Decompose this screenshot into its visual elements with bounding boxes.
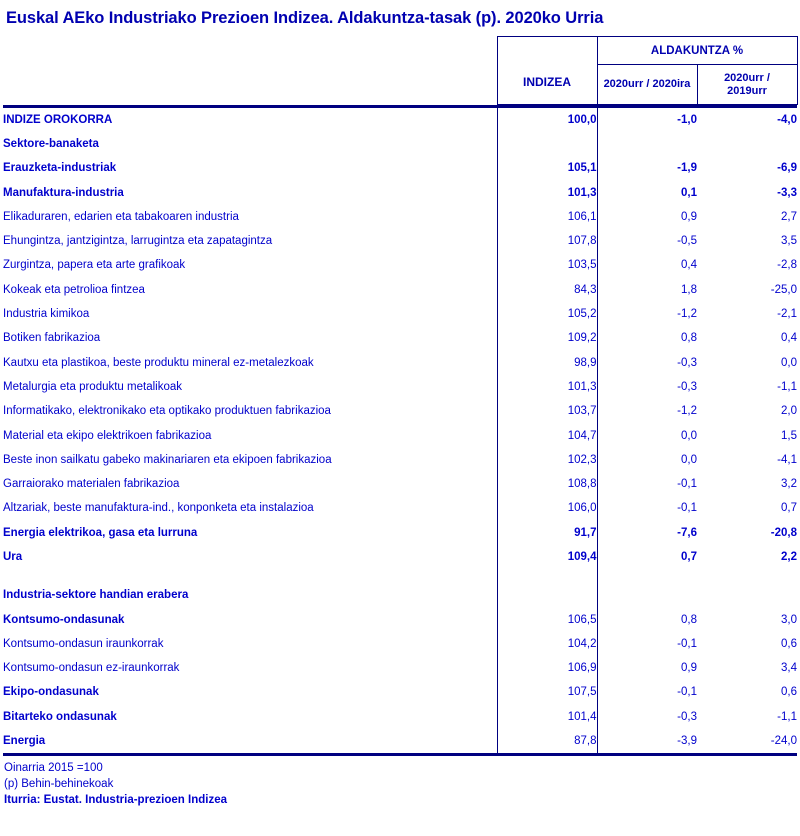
row-var1-value: 0,0	[681, 429, 697, 442]
row-label: Sektore-banaketa	[3, 137, 99, 150]
table-row	[3, 632, 797, 656]
row-var2-value	[697, 583, 797, 607]
row-label: Energia	[3, 735, 46, 748]
row-index-value	[497, 583, 597, 607]
row-var1-value: -0,3	[677, 710, 697, 723]
row-var2-value: -6,9	[777, 162, 797, 175]
row-index-value: 101,3	[497, 180, 597, 204]
row-var1-value: 0,9	[681, 210, 697, 223]
row-label: Kokeak eta petrolioa fintzea	[3, 283, 145, 296]
row-label: Manufaktura-industria	[3, 186, 124, 199]
table-row	[3, 278, 797, 302]
table-row	[3, 350, 797, 374]
row-var2-value: -2,8	[777, 259, 797, 272]
table-row	[3, 521, 797, 545]
table-row	[3, 607, 797, 631]
row-var1-value: -3,9	[677, 735, 697, 748]
row-var2-value: 0,6	[781, 637, 797, 650]
row-index-value: 106,5	[497, 607, 597, 631]
row-label: Ekipo-ondasunak	[3, 686, 99, 699]
table-row	[3, 399, 797, 423]
row-label: Altzariak, beste manufaktura-ind., konponketa eta instalazioa	[3, 502, 314, 515]
row-index-value: 106,9	[497, 656, 597, 680]
row-var1-value	[597, 569, 697, 583]
header-blank-cell	[3, 37, 497, 105]
row-label: Kontsumo-ondasun iraunkorrak	[3, 637, 164, 650]
row-label: INDIZE OROKORRA	[3, 113, 113, 126]
table-row	[3, 205, 797, 229]
table-row	[3, 156, 797, 180]
table-row	[3, 656, 797, 680]
row-index-value: 106,1	[497, 205, 597, 229]
table-row	[3, 545, 797, 569]
row-var1-value: -0,3	[677, 356, 697, 369]
row-label: Industria-sektore handian erabera	[3, 589, 189, 602]
row-var1-value: -7,6	[677, 526, 697, 539]
row-var1-value: -0,1	[677, 502, 697, 515]
row-var1-value: 0,0	[681, 453, 697, 466]
row-index-value: 104,2	[497, 632, 597, 656]
row-var2-value: 0,7	[781, 502, 797, 515]
table-header	[3, 36, 798, 105]
row-var2-value	[697, 569, 797, 583]
table-row	[3, 229, 797, 253]
row-index-value: 103,5	[497, 253, 597, 277]
table-row	[3, 472, 797, 496]
row-var2-value: 0,4	[781, 332, 797, 345]
row-index-value: 107,5	[497, 680, 597, 704]
row-var2-value: -4,0	[777, 113, 797, 126]
row-index-value: 107,8	[497, 229, 597, 253]
table-separator-bottom	[3, 753, 797, 756]
row-var1-value: -1,9	[677, 162, 697, 175]
row-label: Energia elektrikoa, gasa eta lurruna	[3, 526, 198, 539]
table-row	[3, 729, 797, 753]
row-var2-value: 1,5	[781, 429, 797, 442]
row-index-value: 108,8	[497, 472, 597, 496]
table-row	[3, 569, 797, 583]
row-label: Bitarteko ondasunak	[3, 710, 117, 723]
header-aldakuntza: ALDAKUNTZA %	[597, 37, 797, 65]
row-label: Kontsumo-ondasun ez-iraunkorrak	[3, 662, 180, 675]
row-index-value: 103,7	[497, 399, 597, 423]
row-var1-value: 0,4	[681, 259, 697, 272]
row-label: Elikaduraren, edarien eta tabakoaren industria	[3, 210, 239, 223]
row-var2-value: -4,1	[777, 453, 797, 466]
row-var2-value	[697, 132, 797, 156]
row-var2-value: 2,7	[781, 210, 797, 223]
row-index-value: 109,4	[497, 545, 597, 569]
row-label: Metalurgia eta produktu metalikoak	[3, 380, 182, 393]
table-row	[3, 496, 797, 520]
row-var2-value: 3,4	[781, 662, 797, 675]
row-index-value: 101,4	[497, 705, 597, 729]
row-var1-value: 1,8	[681, 283, 697, 296]
row-var2-value: 0,0	[781, 356, 797, 369]
table-row	[3, 326, 797, 350]
row-label: Zurgintza, papera eta arte grafikoak	[3, 259, 186, 272]
table-row	[3, 180, 797, 204]
row-index-value: 91,7	[497, 521, 597, 545]
row-label: Kautxu eta plastikoa, beste produktu mineral ez-metalezkoak	[3, 356, 314, 369]
header-sub-2020urr-2020ira: 2020urr / 2020ira	[597, 65, 697, 105]
page-title: Euskal AEko Industriako Prezioen Indizea. Aldakuntza-tasak (p). 2020ko Urria	[6, 9, 604, 27]
row-index-value: 105,1	[497, 156, 597, 180]
row-var2-value: -24,0	[770, 735, 797, 748]
footer-note: (p) Behin-behinekoak	[4, 778, 114, 791]
row-var2-value: -25,0	[770, 283, 797, 296]
row-label	[3, 569, 497, 583]
row-var2-value: -20,8	[770, 526, 797, 539]
table-body	[3, 108, 798, 754]
row-index-value: 105,2	[497, 302, 597, 326]
row-label: Material eta ekipo elektrikoen fabrikazioa	[3, 429, 212, 442]
row-var1-value: -1,2	[677, 405, 697, 418]
header-indizea: INDIZEA	[497, 37, 597, 105]
row-index-value: 104,7	[497, 423, 597, 447]
table-row	[3, 705, 797, 729]
table-row	[3, 132, 797, 156]
row-var2-value: -3,3	[777, 186, 797, 199]
row-index-value: 102,3	[497, 448, 597, 472]
header-sub-2020urr-2019urr: 2020urr / 2019urr	[697, 65, 797, 105]
row-var1-value: -0,1	[677, 478, 697, 491]
row-var1-value	[597, 583, 697, 607]
row-index-value: 100,0	[497, 108, 597, 132]
table-row	[3, 423, 797, 447]
row-index-value: 87,8	[497, 729, 597, 753]
row-var1-value: -1,0	[677, 113, 697, 126]
table-row	[3, 302, 797, 326]
row-index-value: 101,3	[497, 375, 597, 399]
row-var1-value: 0,7	[681, 550, 697, 563]
row-label: Kontsumo-ondasunak	[3, 613, 125, 626]
table-row	[3, 448, 797, 472]
table-row	[3, 680, 797, 704]
table-row	[3, 253, 797, 277]
row-var1-value: -0,3	[677, 380, 697, 393]
row-var1-value: -0,5	[677, 235, 697, 248]
table-row	[3, 375, 797, 399]
row-label: Ura	[3, 550, 23, 563]
row-var2-value: -2,1	[777, 308, 797, 321]
row-label: Ehungintza, jantzigintza, larrugintza eta zapatagintza	[3, 235, 273, 248]
footer-notes	[0, 760, 800, 809]
row-label: Botiken fabrikazioa	[3, 332, 101, 345]
row-index-value: 98,9	[497, 350, 597, 374]
row-var2-value: -1,1	[777, 710, 797, 723]
footer-source: Iturria: Eustat. Industria-prezioen Indizea	[4, 794, 228, 807]
row-label: Industria kimikoa	[3, 308, 90, 321]
row-var2-value: -1,1	[777, 380, 797, 393]
row-label: Erauzketa-industriak	[3, 162, 117, 175]
row-index-value	[497, 132, 597, 156]
row-var2-value: 3,2	[781, 478, 797, 491]
row-var1-value	[597, 132, 697, 156]
table-row	[3, 583, 797, 607]
row-label: Informatikako, elektronikako eta optikako produktuen fabrikazioa	[3, 405, 331, 418]
row-label: Beste inon sailkatu gabeko makinariaren eta ekipoen fabrikazioa	[3, 453, 332, 466]
row-index-value: 109,2	[497, 326, 597, 350]
table-row	[3, 108, 797, 132]
row-index-value	[497, 569, 597, 583]
row-var1-value: 0,9	[681, 662, 697, 675]
row-var2-value: 2,2	[781, 550, 797, 563]
footer-base: Oinarria 2015 =100	[4, 761, 103, 774]
row-var2-value: 3,0	[781, 613, 797, 626]
row-var2-value: 0,6	[781, 686, 797, 699]
row-index-value: 84,3	[497, 278, 597, 302]
row-var2-value: 3,5	[781, 235, 797, 248]
row-index-value: 106,0	[497, 496, 597, 520]
row-var1-value: -0,1	[677, 686, 697, 699]
row-var1-value: -0,1	[677, 637, 697, 650]
row-var1-value: 0,8	[681, 613, 697, 626]
row-var1-value: 0,1	[681, 186, 697, 199]
row-var1-value: -1,2	[677, 308, 697, 321]
row-var2-value: 2,0	[781, 405, 797, 418]
row-var1-value: 0,8	[681, 332, 697, 345]
row-label: Garraiorako materialen fabrikazioa	[3, 478, 180, 491]
